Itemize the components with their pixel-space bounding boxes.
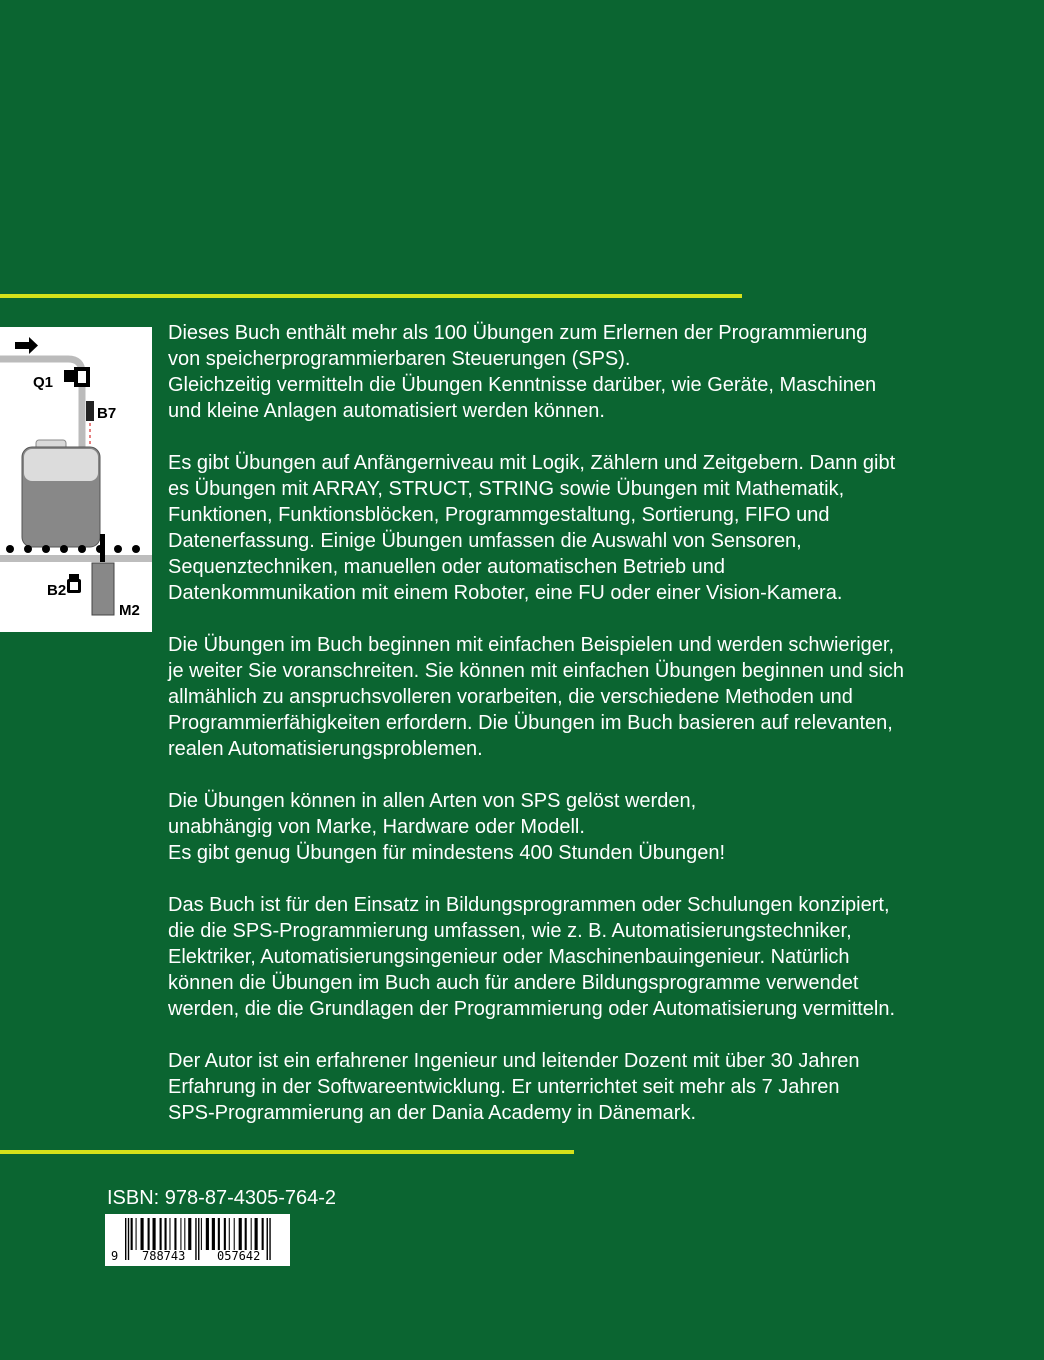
- text-line: Datenerfassung. Einige Übungen umfassen die Auswahl von Sensoren,: [168, 530, 802, 552]
- book-description: [168, 320, 1018, 1152]
- label-b7: B7: [97, 405, 117, 422]
- barcode-bar: [136, 1218, 137, 1250]
- description-paragraph-6: [168, 1048, 1018, 1126]
- text-line: unabhängig von Marke, Hardware oder Modell.: [168, 816, 585, 838]
- flow-arrow-icon: [15, 337, 38, 354]
- barcode-left-digits: 788743: [142, 1249, 186, 1263]
- text-line: es Übungen mit ARRAY, STRUCT, STRING sowie Übungen mit Mathematik,: [168, 478, 845, 500]
- barcode-bar: [174, 1218, 176, 1250]
- barcode-bar: [224, 1218, 226, 1250]
- barcode-bar: [141, 1218, 144, 1250]
- label-q1: Q1: [33, 374, 54, 391]
- barcode-bar: [195, 1218, 196, 1260]
- barcode-bar: [255, 1218, 258, 1250]
- isbn-barcode: [105, 1214, 290, 1266]
- description-paragraph-4: [168, 788, 1018, 866]
- barcode-lead-digit: 9: [111, 1249, 119, 1263]
- barcode-bar: [262, 1218, 264, 1250]
- text-line: Die Übungen können in allen Arten von SPS gelöst werden,: [168, 790, 697, 812]
- text-line: SPS-Programmierung an der Dania Academy in Dänemark.: [168, 1102, 697, 1124]
- barcode-bar: [131, 1218, 133, 1250]
- barcode-bar: [148, 1218, 150, 1250]
- text-line: werden, die die Grundlagen der Programmierung oder Automatisierung vermitteln.: [168, 998, 896, 1020]
- text-line: die die SPS-Programmierung umfassen, wie z. B. Automatisierungstechniker,: [168, 920, 852, 942]
- text-line: und kleine Anlagen automatisiert werden können.: [168, 400, 605, 422]
- description-paragraph-1: [168, 320, 1018, 424]
- valve-q1-icon: [64, 367, 90, 387]
- text-line: Gleichzeitig vermitteln die Übungen Kenntnisse darüber, wie Geräte, Maschinen: [168, 374, 877, 396]
- description-paragraph-5: [168, 892, 1018, 1022]
- canister-icon: [22, 440, 100, 547]
- barcode-bar: [125, 1218, 126, 1260]
- barcode-bar: [234, 1218, 235, 1250]
- text-line: Erfahrung in der Softwareentwicklung. Er unterrichtet seit mehr als 7 Jahren: [168, 1076, 840, 1098]
- text-line: Das Buch ist für den Einsatz in Bildungsprogrammen oder Schulungen konzipiert,: [168, 894, 890, 916]
- description-paragraph-2: [168, 450, 1018, 606]
- text-line: Funktionen, Funktionsblöcken, Programmgestaltung, Sortierung, FIFO und: [168, 504, 830, 526]
- conveyor-icon: [0, 545, 152, 562]
- barcode-bar: [198, 1218, 199, 1260]
- text-line: Dieses Buch enthält mehr als 100 Übungen zum Erlernen der Programmierung: [168, 322, 868, 344]
- label-b2: B2: [47, 582, 67, 599]
- barcode-bar: [206, 1218, 209, 1250]
- barcode-bar: [251, 1218, 252, 1250]
- barcode-bar: [212, 1218, 215, 1250]
- text-line: Sequenztechniken, manuellen oder automatischen Betrieb und: [168, 556, 726, 578]
- barcode-bar: [184, 1218, 185, 1250]
- text-line: Es gibt Übungen auf Anfängerniveau mit Logik, Zählern und Zeitgebern. Dann gibt: [168, 452, 896, 474]
- barcode-bar: [201, 1218, 202, 1250]
- text-line: können die Übungen im Buch auch für andere Bildungsprogramme verwendet: [168, 972, 859, 994]
- text-line: Die Übungen im Buch beginnen mit einfachen Beispielen und werden schwieriger,: [168, 634, 894, 656]
- barcode-bar: [128, 1218, 129, 1260]
- barcode-bar: [169, 1218, 170, 1250]
- text-line: Programmierfähigkeiten erfordern. Die Übungen im Buch basieren auf relevanten,: [168, 712, 893, 734]
- barcode-bar: [267, 1218, 268, 1260]
- barcode-bar: [245, 1218, 247, 1250]
- label-m2: M2: [119, 602, 140, 619]
- top-accent-rule: [0, 294, 742, 298]
- barcode-bar: [269, 1218, 270, 1260]
- sensor-b2-icon: [67, 574, 81, 593]
- barcode-bar: [188, 1218, 191, 1250]
- barcode-bar: [153, 1218, 156, 1250]
- text-line: Es gibt genug Übungen für mindestens 400 Stunden Übungen!: [168, 842, 726, 864]
- barcode-bar: [218, 1218, 220, 1250]
- barcode-bar: [180, 1218, 181, 1250]
- text-line: allmählich zu anspruchsvolleren vorarbeiten, die verschiedene Methoden und: [168, 686, 853, 708]
- barcode-right-digits: 057642: [217, 1249, 261, 1263]
- text-line: realen Automatisierungsproblemen.: [168, 738, 483, 760]
- barcode-bar: [229, 1218, 230, 1250]
- description-paragraph-3: [168, 632, 1018, 762]
- text-line: Datenkommunikation mit einem Roboter, eine FU oder einer Vision-Kamera.: [168, 582, 843, 604]
- bottom-accent-rule: [0, 1150, 574, 1154]
- filling-station-illustration: [0, 327, 152, 632]
- barcode-bar: [160, 1218, 162, 1250]
- isbn-label: ISBN: 978-87-4305-764-2: [107, 1187, 337, 1209]
- text-line: Elektriker, Automatisierungsingenieur oder Maschinenbauingenieur. Natürlich: [168, 946, 850, 968]
- text-line: je weiter Sie voranschreiten. Sie können mit einfachen Übungen beginnen und sich: [168, 660, 905, 682]
- text-line: Der Autor ist ein erfahrener Ingenieur und leitender Dozent mit über 30 Jahren: [168, 1050, 860, 1072]
- motor-m2-icon: [92, 563, 114, 615]
- sensor-b7-icon: [86, 401, 94, 421]
- text-line: von speicherprogrammierbaren Steuerungen (SPS).: [168, 348, 631, 370]
- barcode-bar: [239, 1218, 242, 1250]
- barcode-bar: [165, 1218, 167, 1250]
